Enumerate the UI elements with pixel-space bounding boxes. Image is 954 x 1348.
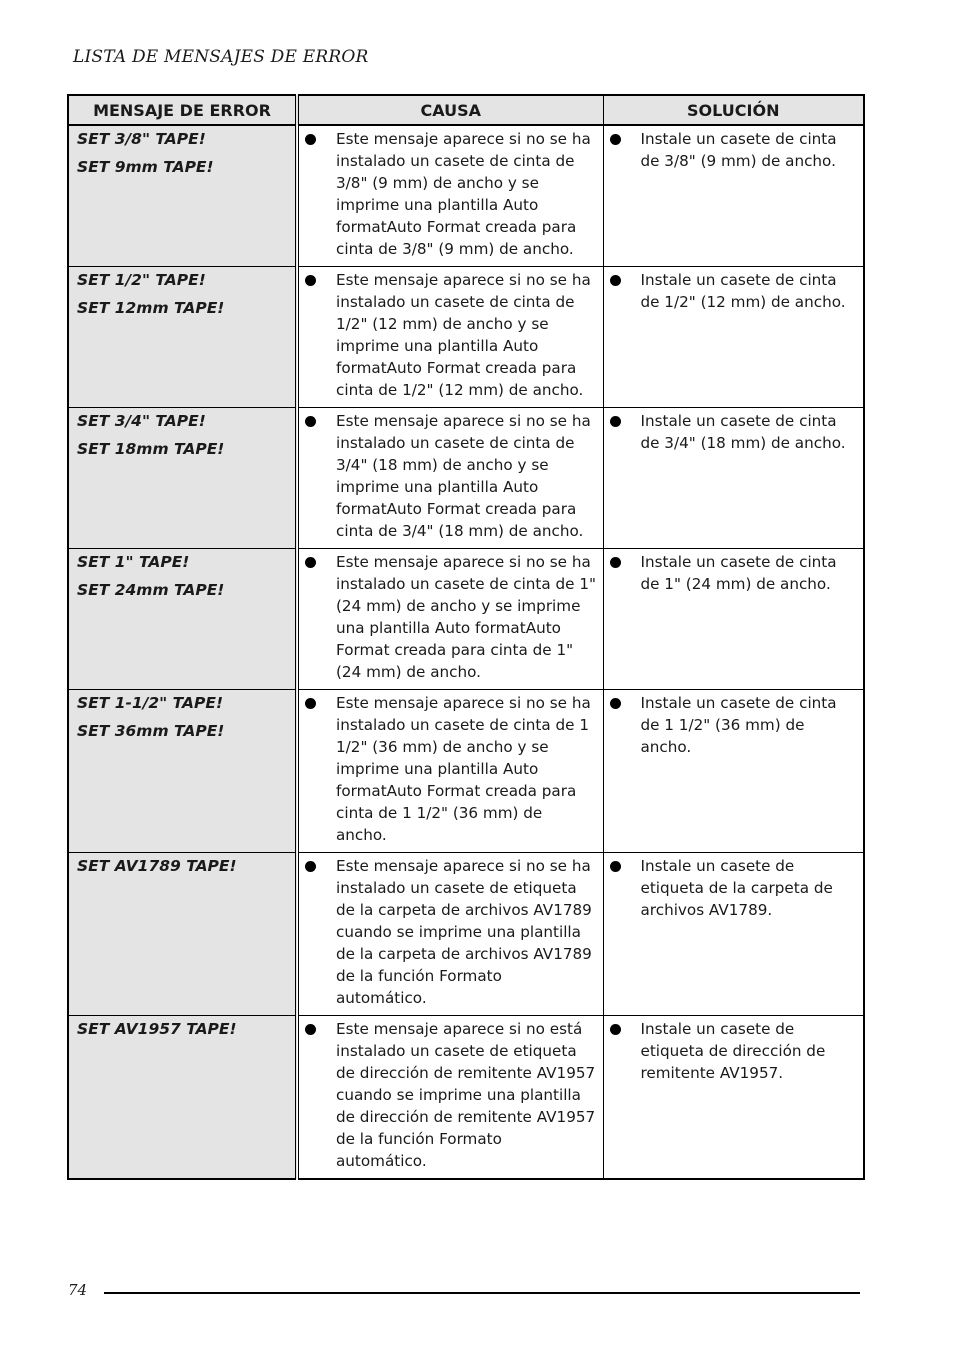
cause-cell	[297, 1016, 603, 1180]
solution-cell	[603, 853, 864, 1016]
header-message: MENSAJE DE ERROR	[68, 95, 297, 125]
solution-item	[604, 690, 864, 764]
cause-cell	[297, 549, 603, 690]
bullet-icon	[610, 275, 621, 286]
bullet-icon	[610, 698, 621, 709]
solution-item	[604, 1016, 864, 1090]
bullet-icon	[610, 557, 621, 568]
solution-text: Instale un casete de cinta de 3/4" (18 mm) de ancho.	[640, 412, 846, 452]
error-message-cell	[68, 408, 297, 549]
header-cause: CAUSA	[297, 95, 603, 125]
error-message: SET 36mm TAPE!	[77, 722, 225, 740]
error-message-cell	[68, 125, 297, 267]
solution-text: Instale un casete de cinta de 1 1/2" (36 mm) de ancho.	[640, 694, 837, 756]
cause-cell	[297, 125, 603, 267]
error-message: SET 1-1/2" TAPE!	[77, 694, 224, 712]
error-message: SET AV1957 TAPE!	[77, 1020, 237, 1038]
error-message-cell	[68, 549, 297, 690]
bullet-icon	[305, 1024, 316, 1035]
header-solution: SOLUCIÓN	[603, 95, 864, 125]
cause-text: Este mensaje aparece si no está instalado un casete de etiqueta de dirección de remitente AV1957 cuando se imprime una plantilla de dirección de remitente AV1957 de la función Formato automático.	[336, 1020, 596, 1170]
cause-cell	[297, 853, 603, 1016]
table-row	[68, 408, 864, 549]
cause-item	[299, 1016, 603, 1178]
table-row	[68, 1016, 864, 1180]
table-row	[68, 549, 864, 690]
solution-cell	[603, 125, 864, 267]
cause-cell	[297, 267, 603, 408]
solution-cell	[603, 267, 864, 408]
error-message: SET 12mm TAPE!	[77, 299, 225, 317]
error-message: SET 9mm TAPE!	[77, 158, 214, 176]
error-message: SET 3/8" TAPE!	[77, 130, 206, 148]
bullet-icon	[305, 698, 316, 709]
solution-text: Instale un casete de etiqueta de dirección de remitente AV1957.	[640, 1020, 826, 1082]
error-message: SET 3/4" TAPE!	[77, 412, 206, 430]
bullet-icon	[305, 861, 316, 872]
solution-item	[604, 549, 864, 601]
table-row	[68, 853, 864, 1016]
error-message-cell	[68, 690, 297, 853]
solution-cell	[603, 1016, 864, 1180]
error-message: SET AV1789 TAPE!	[77, 857, 237, 875]
cause-item	[299, 126, 603, 266]
cause-text: Este mensaje aparece si no se ha instalado un casete de etiqueta de la carpeta de archivos AV1789 cuando se imprime una plantilla de la carpeta de archivos AV1789 de la función Formato automático.	[336, 857, 592, 1007]
cause-cell	[297, 690, 603, 853]
footer-rule	[104, 1292, 860, 1294]
error-message: SET 1/2" TAPE!	[77, 271, 206, 289]
table-row	[68, 690, 864, 853]
solution-text: Instale un casete de cinta de 1" (24 mm) de ancho.	[640, 553, 837, 593]
table-header-row	[68, 95, 864, 125]
solution-cell	[603, 408, 864, 549]
cause-text: Este mensaje aparece si no se ha instalado un casete de cinta de 1 1/2" (36 mm) de ancho y se imprime una plantilla Auto formatAuto Format creada para cinta de 1 1/2" (36 mm) de ancho.	[336, 694, 591, 844]
cause-item	[299, 408, 603, 548]
solution-item	[604, 408, 864, 460]
error-message: SET 18mm TAPE!	[77, 440, 225, 458]
cause-item	[299, 690, 603, 852]
solution-item	[604, 267, 864, 319]
bullet-icon	[305, 134, 316, 145]
bullet-icon	[305, 275, 316, 286]
solution-text: Instale un casete de cinta de 3/8" (9 mm) de ancho.	[640, 130, 837, 170]
cause-text: Este mensaje aparece si no se ha instalado un casete de cinta de 1/2" (12 mm) de ancho y se imprime una plantilla Auto formatAuto Format creada para cinta de 1/2" (12 mm) de ancho.	[336, 271, 591, 399]
solution-cell	[603, 549, 864, 690]
bullet-icon	[610, 1024, 621, 1035]
cause-cell	[297, 408, 603, 549]
table-row	[68, 267, 864, 408]
error-message-cell	[68, 853, 297, 1016]
error-message-cell	[68, 1016, 297, 1180]
bullet-icon	[305, 557, 316, 568]
error-message: SET 24mm TAPE!	[77, 581, 225, 599]
error-message: SET 1" TAPE!	[77, 553, 190, 571]
solution-item	[604, 853, 864, 927]
solution-item	[604, 126, 864, 178]
bullet-icon	[610, 416, 621, 427]
table-row	[68, 125, 864, 267]
section-title: LISTA DE MENSAJES DE ERROR	[73, 47, 369, 67]
bullet-icon	[305, 416, 316, 427]
error-message-cell	[68, 267, 297, 408]
solution-text: Instale un casete de etiqueta de la carpeta de archivos AV1789.	[640, 857, 833, 919]
cause-text: Este mensaje aparece si no se ha instalado un casete de cinta de 3/4" (18 mm) de ancho y se imprime una plantilla Auto formatAuto Format creada para cinta de 3/4" (18 mm) de ancho.	[336, 412, 591, 540]
cause-item	[299, 853, 603, 1015]
cause-text: Este mensaje aparece si no se ha instalado un casete de cinta de 3/8" (9 mm) de ancho y se imprime una plantilla Auto formatAuto Format creada para cinta de 3/8" (9 mm) de ancho.	[336, 130, 591, 258]
solution-cell	[603, 690, 864, 853]
cause-item	[299, 267, 603, 407]
error-message-table	[67, 94, 865, 1180]
page-number: 74	[68, 1281, 88, 1299]
cause-item	[299, 549, 603, 689]
bullet-icon	[610, 134, 621, 145]
solution-text: Instale un casete de cinta de 1/2" (12 mm) de ancho.	[640, 271, 846, 311]
bullet-icon	[610, 861, 621, 872]
cause-text: Este mensaje aparece si no se ha instalado un casete de cinta de 1" (24 mm) de ancho y se imprime una plantilla Auto formatAuto Format creada para cinta de 1" (24 mm) de ancho.	[336, 553, 596, 681]
